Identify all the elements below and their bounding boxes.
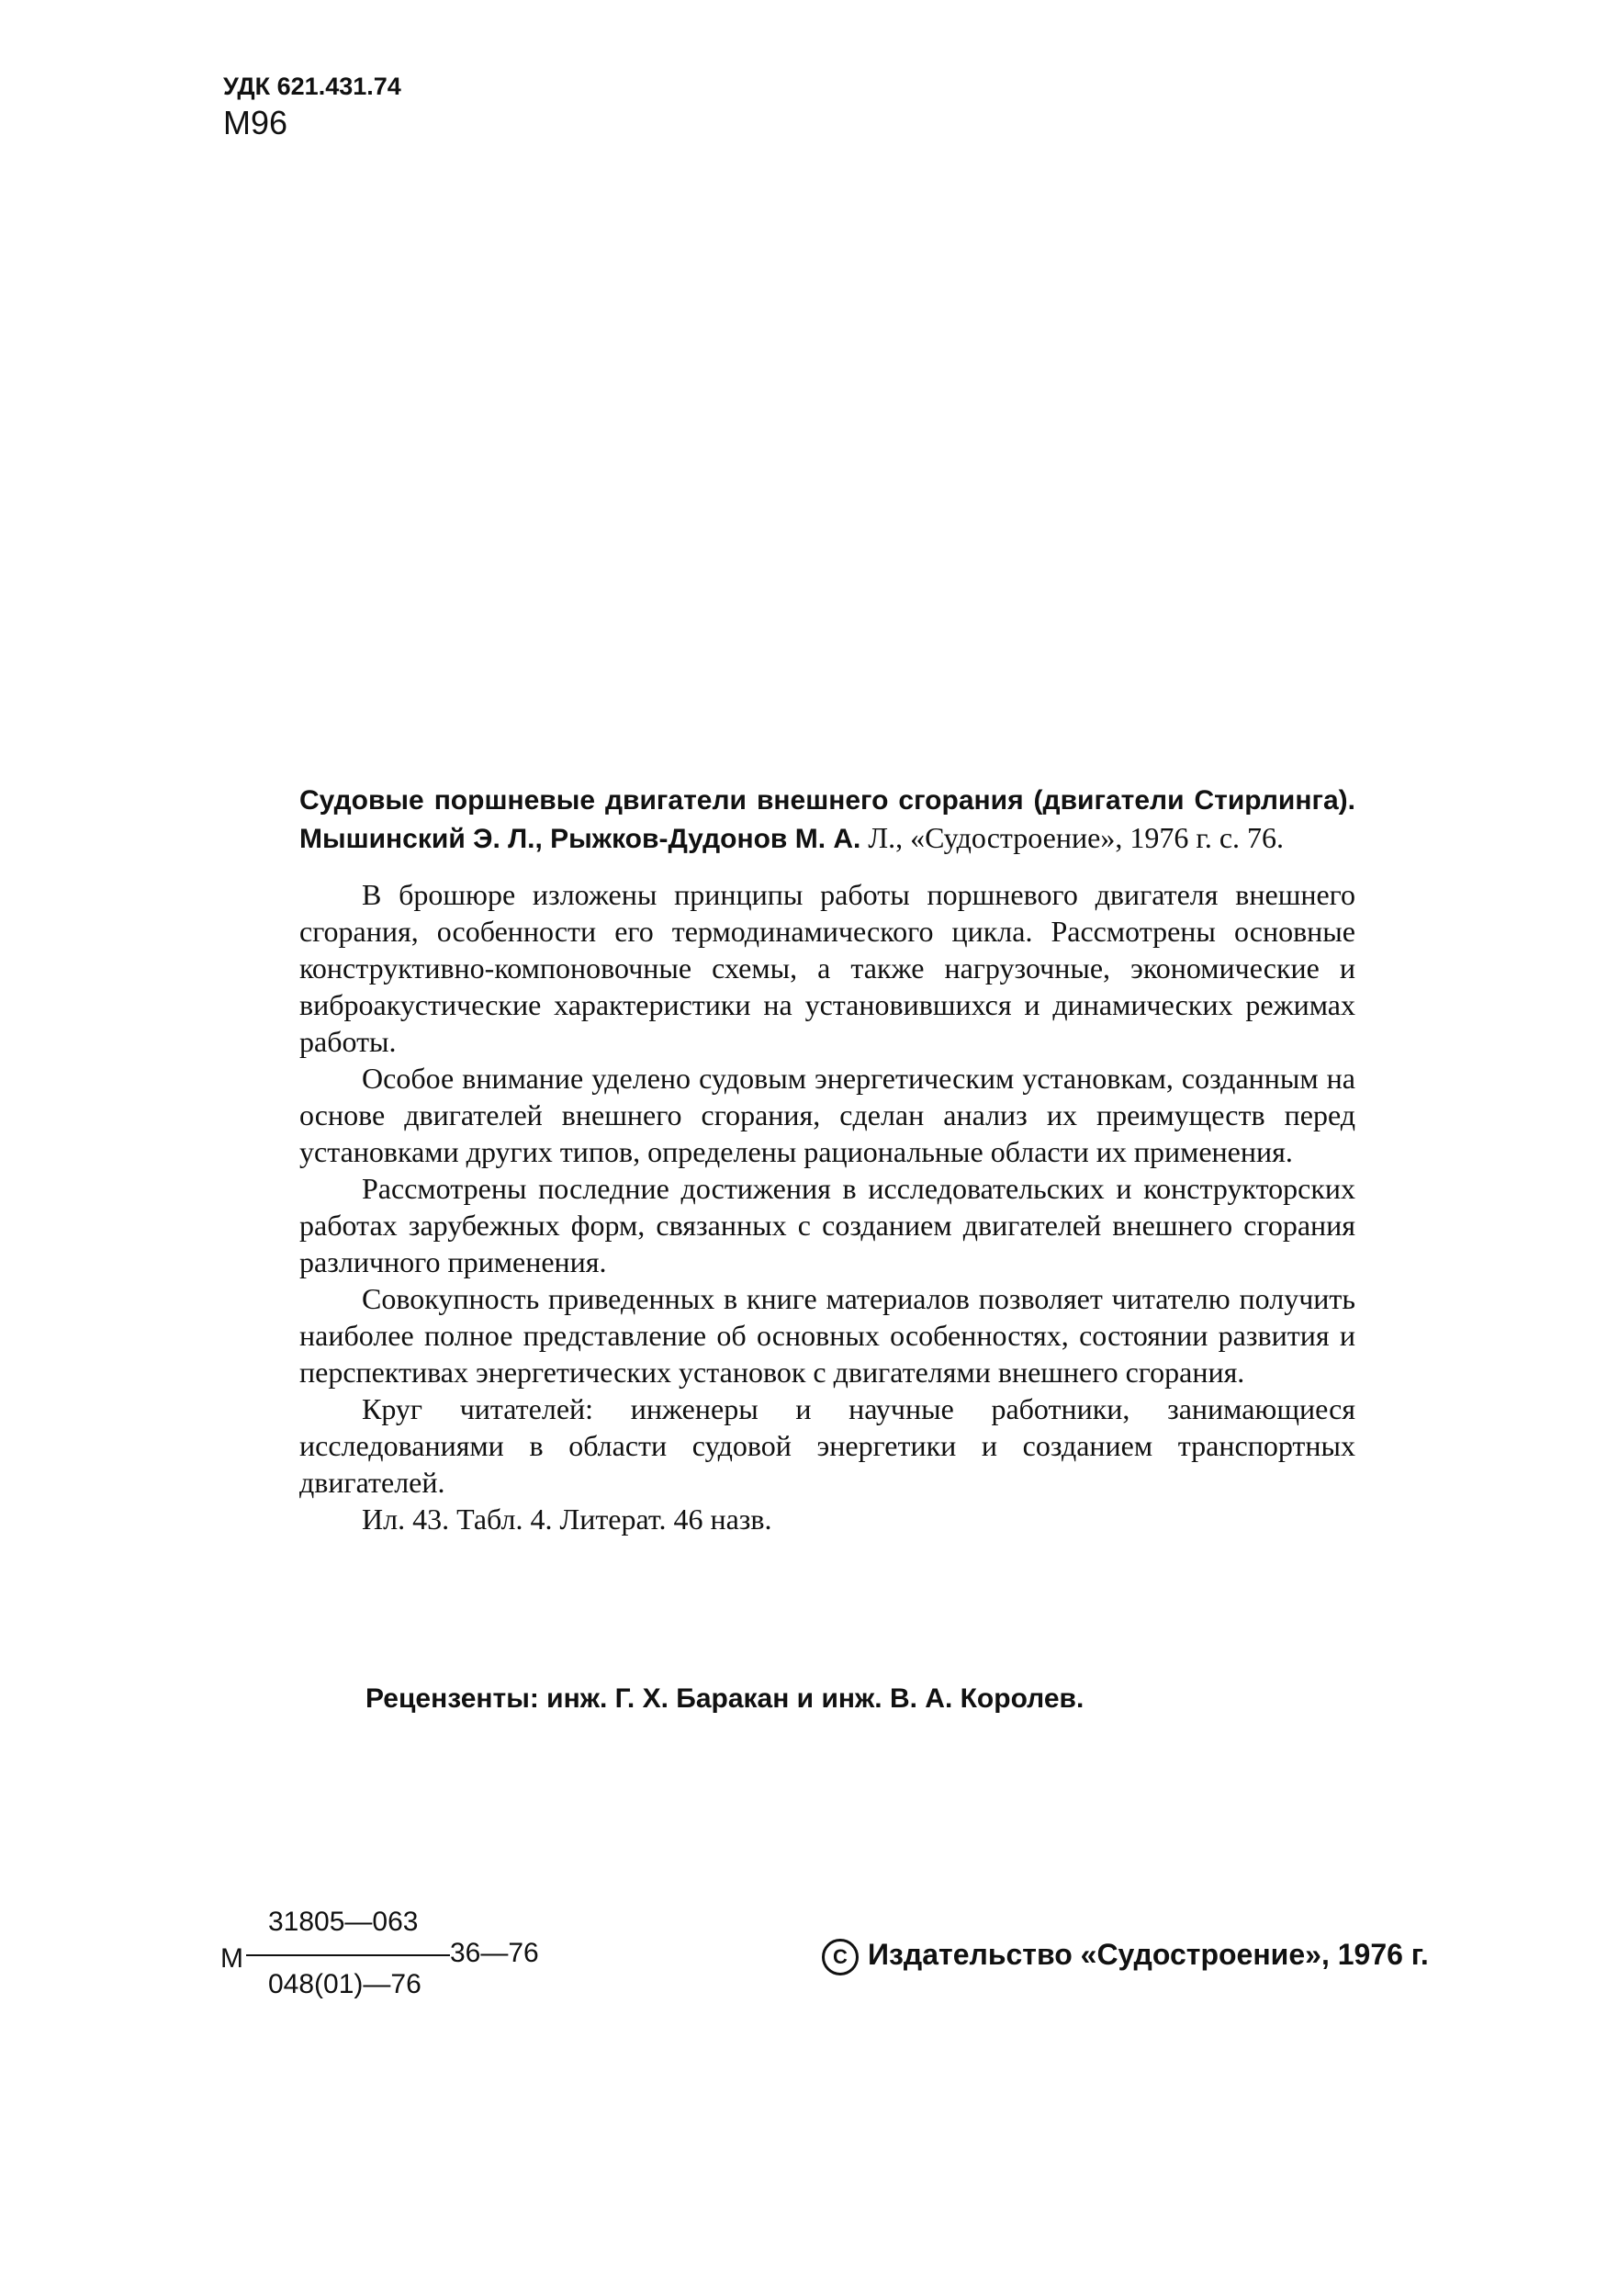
abstract-paragraph: В брошюре изложены принципы работы поршневого двигателя внешнего сгорания, особенности его термодинамического цикла. Рассмотрены основные конструктивно-компоновочные схемы, а также нагрузочные, экономические и виброакустические характеристики на установившихся и динамических режимах работы. [299,878,1355,1058]
reviewers: Рецензенты: инж. Г. Х. Баракан и инж. В. А. Королев. [365,1683,1084,1714]
abstract-paragraph: Особое внимание уделено судовым энергетическим установкам, созданным на основе двигателей внешнего сгорания, сделан анализ их преимуществ перед установками других типов, определены рациональные области их применения. [299,1062,1355,1168]
bibliographic-description [299,781,1355,858]
title-authors: Судовые поршневые двигатели внешнего сгорания (двигатели Стирлинга). Мышинский Э. Л., Рыжков-Дудонов М. А. [299,785,1355,854]
abstract-paragraph: Рассмотрены последние достижения в исследовательских и конструкторских работах зарубежных форм, связанных с созданием двигателей внешнего сгорания различного применения. [299,1172,1355,1278]
index-denominator: 048(01)—76 [268,1969,421,1999]
copyright-line [822,1936,1429,1975]
publisher-info: Л., «Судостроение», 1976 г. с. 76. [860,821,1285,854]
copyright-icon: С [822,1939,859,1975]
copyright-text: Издательство «Судостроение», 1976 г. [868,1938,1429,1971]
abstract-paragraph: Круг читателей: инженеры и научные работники, занимающиеся исследованиями в области судовой энергетики и созданием транспортных двигателей. [299,1392,1355,1499]
illustrations-count: Ил. 43. Табл. 4. Литерат. 46 назв. [362,1503,772,1536]
catalog-index [220,1901,551,2020]
abstract-paragraph: Совокупность приведенных в книге материалов позволяет читателю получить наиболее полное представление об основных особенностях, состоянии развития и перспективах энергетических установок с двигателями внешнего сгорания. [299,1282,1355,1389]
author-code: М96 [223,104,288,141]
index-prefix: М [220,1943,243,1974]
index-suffix: 36—76 [450,1938,539,1968]
index-numerator: 31805—063 [268,1907,419,1937]
fraction-line [246,1954,450,1956]
annotation-block [299,781,1355,1537]
udk-code: УДК 621.431.74 [223,73,401,100]
